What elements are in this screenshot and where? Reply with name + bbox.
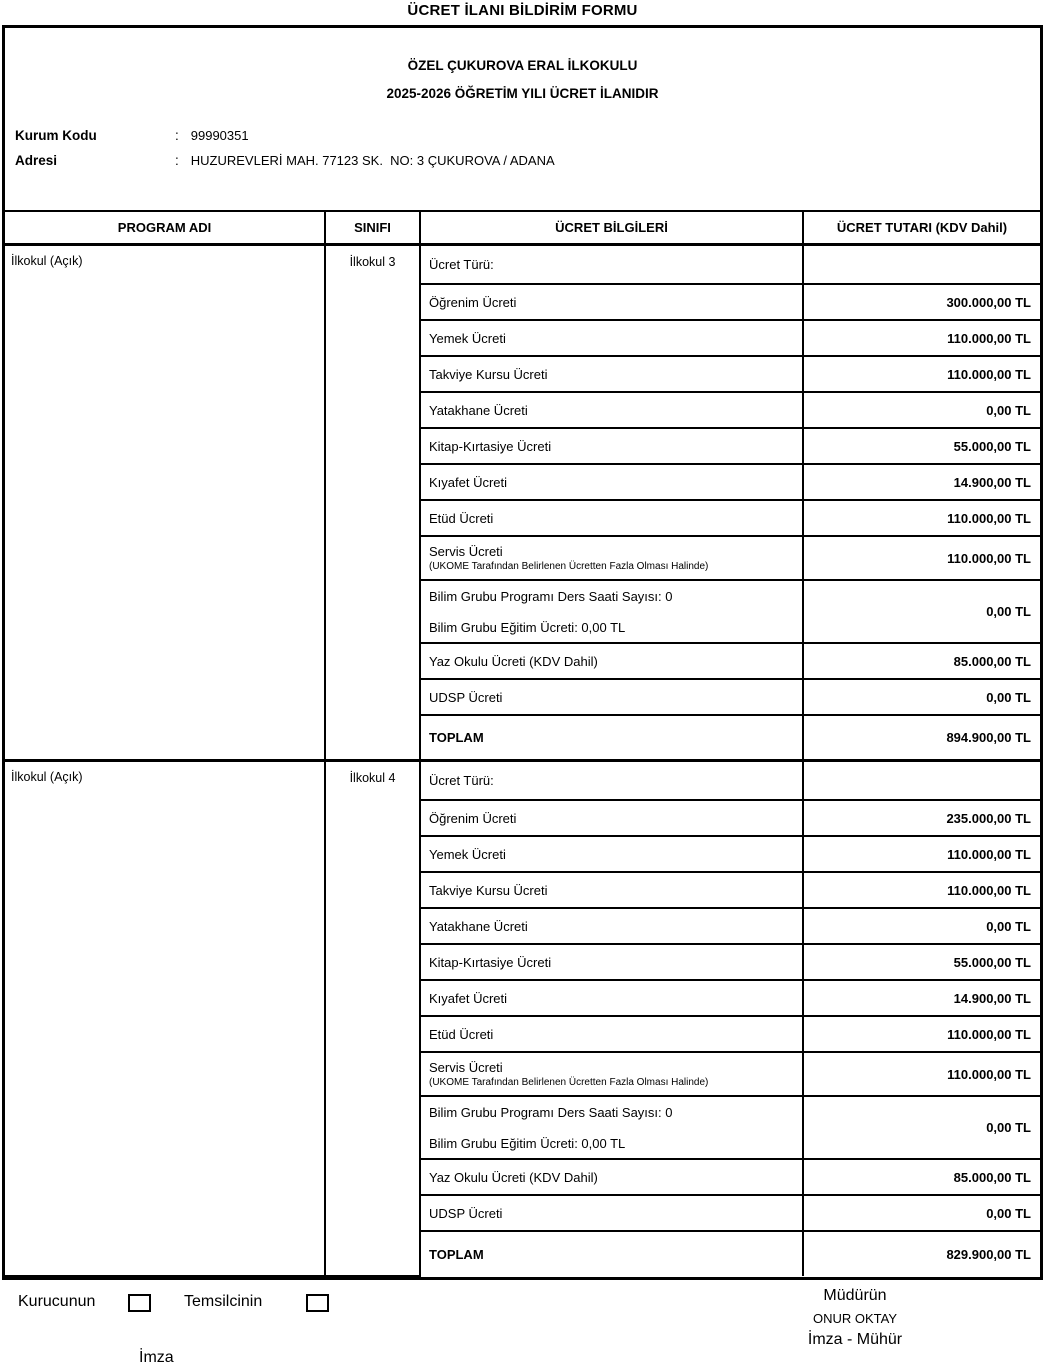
kurucunun-label: Kurucunun [18, 1293, 96, 1310]
director-name: ONUR OKTAY [812, 1311, 898, 1326]
fee-label-cell [420, 679, 803, 715]
fee-row [5, 760, 1040, 800]
fee-label: Etüd Ücreti [429, 1026, 494, 1042]
fee-label-cell [420, 800, 803, 836]
fee-label-cell [420, 500, 803, 536]
fee-amount-cell: 85.000,00 TL [803, 643, 1040, 679]
school-year-subtitle: 2025-2026 ÖĞRETİM YILI ÜCRET İLANIDIR [386, 86, 659, 101]
fee-label-cell [420, 715, 803, 760]
fee-label-cell [420, 1231, 803, 1276]
fee-label: TOPLAM [429, 729, 484, 745]
document-title: ÜCRET İLANI BİLDİRİM FORMU [407, 2, 638, 19]
info-section [5, 28, 1040, 210]
imza-label: İmza [139, 1349, 174, 1366]
fee-label-cell [420, 320, 803, 356]
fee-label: Ücret Türü: [429, 772, 494, 788]
fee-row [5, 244, 1040, 284]
fee-label-cell [420, 464, 803, 500]
fee-amount-cell: 110.000,00 TL [803, 536, 1040, 580]
fee-label-cell [420, 536, 803, 580]
fee-amount-cell: 0,00 TL [803, 580, 1040, 643]
adresi-field [5, 152, 1040, 169]
director-signature-block [755, 1287, 955, 1349]
temsilcinin-label: Temsilcinin [184, 1293, 263, 1310]
fee-label-cell [420, 836, 803, 872]
fee-label-cell [420, 284, 803, 320]
fee-label: Ücret Türü: [429, 256, 494, 272]
imza-muhur-label: İmza - Mühür [807, 1331, 903, 1348]
fee-amount-cell: 0,00 TL [803, 1096, 1040, 1159]
fee-label: Takviye Kursu Ücreti [429, 366, 548, 382]
fee-label: Etüd Ücreti [429, 510, 494, 526]
fee-amount-cell: 55.000,00 TL [803, 428, 1040, 464]
kurum-kodu-label: Kurum Kodu [15, 128, 97, 143]
header-program-adi: PROGRAM ADI [5, 211, 325, 244]
class-level-cell: İlkokul 3 [325, 244, 420, 760]
fee-label: UDSP Ücreti [429, 689, 503, 705]
fee-amount-cell [803, 760, 1040, 800]
fee-amount-cell: 14.900,00 TL [803, 980, 1040, 1016]
fee-label: UDSP Ücreti [429, 1205, 503, 1221]
fee-amount-cell: 110.000,00 TL [803, 1016, 1040, 1052]
fee-amount-cell: 110.000,00 TL [803, 1052, 1040, 1096]
fee-label: Servis Ücreti [429, 1060, 503, 1075]
fee-label: Bilim Grubu Programı Ders Saati Sayısı: 0 [429, 1104, 673, 1120]
fee-label: Öğrenim Ücreti [429, 810, 517, 826]
fee-amount-cell: 110.000,00 TL [803, 500, 1040, 536]
fee-label: TOPLAM [429, 1246, 484, 1262]
temsilcinin-checkbox[interactable] [306, 1294, 329, 1312]
fee-label: Öğrenim Ücreti [429, 294, 517, 310]
header-sinifi: SINIFI [325, 211, 420, 244]
fee-label: Yaz Okulu Ücreti (KDV Dahil) [429, 653, 598, 669]
fee-amount-cell: 110.000,00 TL [803, 836, 1040, 872]
school-name: ÖZEL ÇUKUROVA ERAL İLKOKULU [407, 58, 638, 73]
fee-label-cell [420, 244, 803, 284]
fee-label-cell [420, 1096, 803, 1159]
fee-sublabel: (UKOME Tarafından Belirlenen Ücretten Fazla Olması Halinde) [429, 1077, 709, 1088]
fee-amount-cell: 110.000,00 TL [803, 872, 1040, 908]
fee-label: Takviye Kursu Ücreti [429, 882, 548, 898]
adresi-label: Adresi [15, 153, 58, 168]
fee-label: Yatakhane Ücreti [429, 918, 528, 934]
fee-label-second-line: Bilim Grubu Eğitim Ücreti: 0,00 TL [429, 1135, 626, 1151]
fee-label: Kitap-Kırtasiye Ücreti [429, 954, 552, 970]
fee-label: Yatakhane Ücreti [429, 402, 528, 418]
fee-table-header [5, 211, 1040, 244]
fee-amount-cell: 0,00 TL [803, 679, 1040, 715]
adresi-colon: : [175, 153, 179, 168]
fee-amount-cell [803, 244, 1040, 284]
fee-label-second-line: Bilim Grubu Eğitim Ücreti: 0,00 TL [429, 619, 626, 635]
fee-label: Yemek Ücreti [429, 330, 506, 346]
form-box [2, 25, 1043, 1280]
fee-label: Kitap-Kırtasiye Ücreti [429, 438, 552, 454]
adresi-value: HUZUREVLERİ MAH. 77123 SK. NO: 3 ÇUKUROVA / ADANA [190, 153, 555, 168]
fee-label: Bilim Grubu Programı Ders Saati Sayısı: 0 [429, 588, 673, 604]
fee-label: Yemek Ücreti [429, 846, 506, 862]
fee-label-cell [420, 908, 803, 944]
fee-amount-cell: 0,00 TL [803, 908, 1040, 944]
fee-amount-cell: 0,00 TL [803, 1195, 1040, 1231]
program-name-cell: İlkokul (Açık) [5, 760, 325, 1276]
fee-sublabel: (UKOME Tarafından Belirlenen Ücretten Fazla Olması Halinde) [429, 561, 709, 572]
fee-amount-cell: 829.900,00 TL [803, 1231, 1040, 1276]
fee-label-cell [420, 643, 803, 679]
fee-label-cell [420, 1052, 803, 1096]
fee-label-cell [420, 428, 803, 464]
fee-label-cell [420, 760, 803, 800]
fee-label-cell [420, 872, 803, 908]
header-ucret-tutari: ÜCRET TUTARI (KDV Dahil) [803, 211, 1040, 244]
kurum-kodu-colon: : [175, 128, 179, 143]
fee-label-cell [420, 1159, 803, 1195]
kurucunun-checkbox[interactable] [128, 1294, 151, 1312]
fee-amount-cell: 894.900,00 TL [803, 715, 1040, 760]
fee-amount-cell: 14.900,00 TL [803, 464, 1040, 500]
fee-table-body [5, 244, 1040, 1276]
fee-label-cell [420, 356, 803, 392]
fee-label-cell [420, 580, 803, 643]
kurum-kodu-value: 99990351 [190, 128, 249, 143]
mudurun-label: Müdürün [823, 1287, 887, 1304]
class-level-cell: İlkokul 4 [325, 760, 420, 1276]
fee-amount-cell: 110.000,00 TL [803, 356, 1040, 392]
fee-label-cell [420, 1016, 803, 1052]
fee-amount-cell: 55.000,00 TL [803, 944, 1040, 980]
header-row [5, 211, 1040, 244]
fee-label: Kıyafet Ücreti [429, 990, 508, 1006]
fee-amount-cell: 110.000,00 TL [803, 320, 1040, 356]
header-ucret-bilgileri: ÜCRET BİLGİLERİ [420, 211, 803, 244]
fee-label: Servis Ücreti [429, 544, 503, 559]
program-name-cell: İlkokul (Açık) [5, 244, 325, 760]
fee-amount-cell: 0,00 TL [803, 392, 1040, 428]
info-fields [5, 127, 1040, 169]
fee-label-cell [420, 944, 803, 980]
fee-amount-cell: 300.000,00 TL [803, 284, 1040, 320]
fee-label-cell [420, 980, 803, 1016]
fee-label-cell [420, 1195, 803, 1231]
fee-label-cell [420, 392, 803, 428]
fee-label: Kıyafet Ücreti [429, 474, 508, 490]
kurum-kodu-field [5, 127, 1040, 144]
fee-amount-cell: 85.000,00 TL [803, 1159, 1040, 1195]
fee-table [5, 210, 1040, 1277]
fee-amount-cell: 235.000,00 TL [803, 800, 1040, 836]
fee-label: Yaz Okulu Ücreti (KDV Dahil) [429, 1169, 598, 1185]
